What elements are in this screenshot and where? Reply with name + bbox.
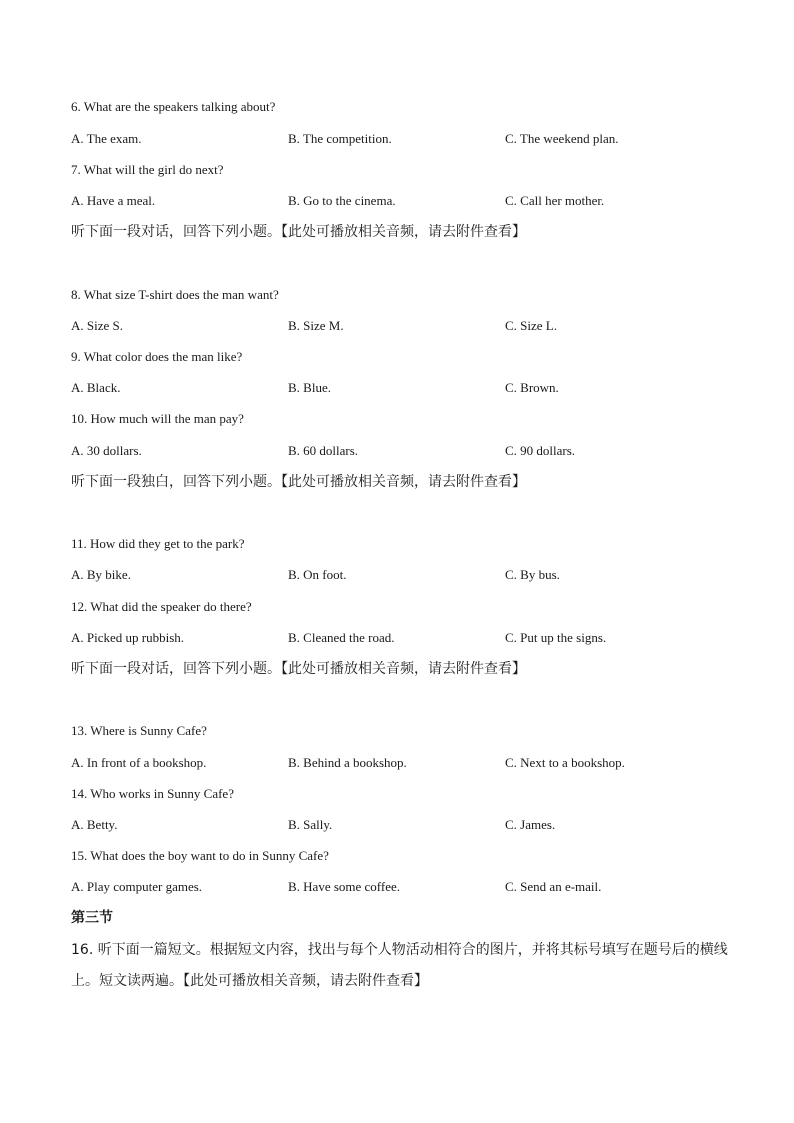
option-14a: A. Betty.: [71, 817, 118, 832]
option-11b: B. On foot.: [288, 567, 347, 582]
option-13a: A. In front of a bookshop.: [71, 755, 207, 770]
option-14c: C. James.: [505, 817, 556, 832]
question-9: 9. What color does the man like?: [71, 349, 243, 364]
option-6a: A. The exam.: [71, 131, 142, 146]
option-12a: A. Picked up rubbish.: [71, 630, 185, 645]
option-8a: A. Size S.: [71, 318, 123, 333]
option-11c: C. By bus.: [505, 567, 560, 582]
question-11: 11. How did they get to the park?: [71, 536, 245, 551]
option-13b: B. Behind a bookshop.: [288, 755, 407, 770]
question-16-line-2: 上。短文读两遍。【此处可播放相关音频，请去附件查看】: [71, 973, 428, 989]
option-12b: B. Cleaned the road.: [288, 630, 395, 645]
question-12: 12. What did the speaker do there?: [71, 599, 252, 614]
option-6c: C. The weekend plan.: [505, 131, 619, 146]
option-10b: B. 60 dollars.: [288, 443, 359, 458]
option-8c: C. Size L.: [505, 318, 557, 333]
option-13c: C. Next to a bookshop.: [505, 755, 625, 770]
option-9c: C. Brown.: [505, 380, 559, 395]
option-14b: B. Sally.: [288, 817, 333, 832]
question-14: 14. Who works in Sunny Cafe?: [71, 786, 234, 801]
option-6b: B. The competition.: [288, 131, 392, 146]
option-15c: C. Send an e-mail.: [505, 879, 602, 894]
question-15: 15. What does the boy want to do in Sunny Cafe?: [71, 848, 329, 863]
option-7c: C. Call her mother.: [505, 193, 605, 208]
question-10: 10. How much will the man pay?: [71, 411, 244, 426]
option-7b: B. Go to the cinema.: [288, 193, 396, 208]
instruction-dialogue-2: 听下面一段对话，回答下列小题。【此处可播放相关音频，请去附件查看】: [71, 661, 526, 677]
question-16-line-1: 16. 听下面一篇短文。根据短文内容，找出与每个人物活动相符合的图片，并将其标号填写在题号后的横线: [71, 942, 728, 958]
instruction-dialogue-1: 听下面一段对话，回答下列小题。【此处可播放相关音频，请去附件查看】: [71, 224, 526, 240]
option-11a: A. By bike.: [71, 567, 131, 582]
option-10a: A. 30 dollars.: [71, 443, 142, 458]
option-10c: C. 90 dollars.: [505, 443, 576, 458]
option-8b: B. Size M.: [288, 318, 344, 333]
option-9b: B. Blue.: [288, 380, 331, 395]
option-15b: B. Have some coffee.: [288, 879, 401, 894]
instruction-monologue: 听下面一段独白，回答下列小题。【此处可播放相关音频，请去附件查看】: [71, 474, 526, 490]
question-13: 13. Where is Sunny Cafe?: [71, 723, 207, 738]
section-3-title: 第三节: [71, 910, 113, 926]
question-8: 8. What size T-shirt does the man want?: [71, 287, 279, 302]
question-7: 7. What will the girl do next?: [71, 162, 224, 177]
option-15a: A. Play computer games.: [71, 879, 203, 894]
option-9a: A. Black.: [71, 380, 121, 395]
option-12c: C. Put up the signs.: [505, 630, 607, 645]
question-6: 6. What are the speakers talking about?: [71, 99, 276, 114]
option-7a: A. Have a meal.: [71, 193, 156, 208]
